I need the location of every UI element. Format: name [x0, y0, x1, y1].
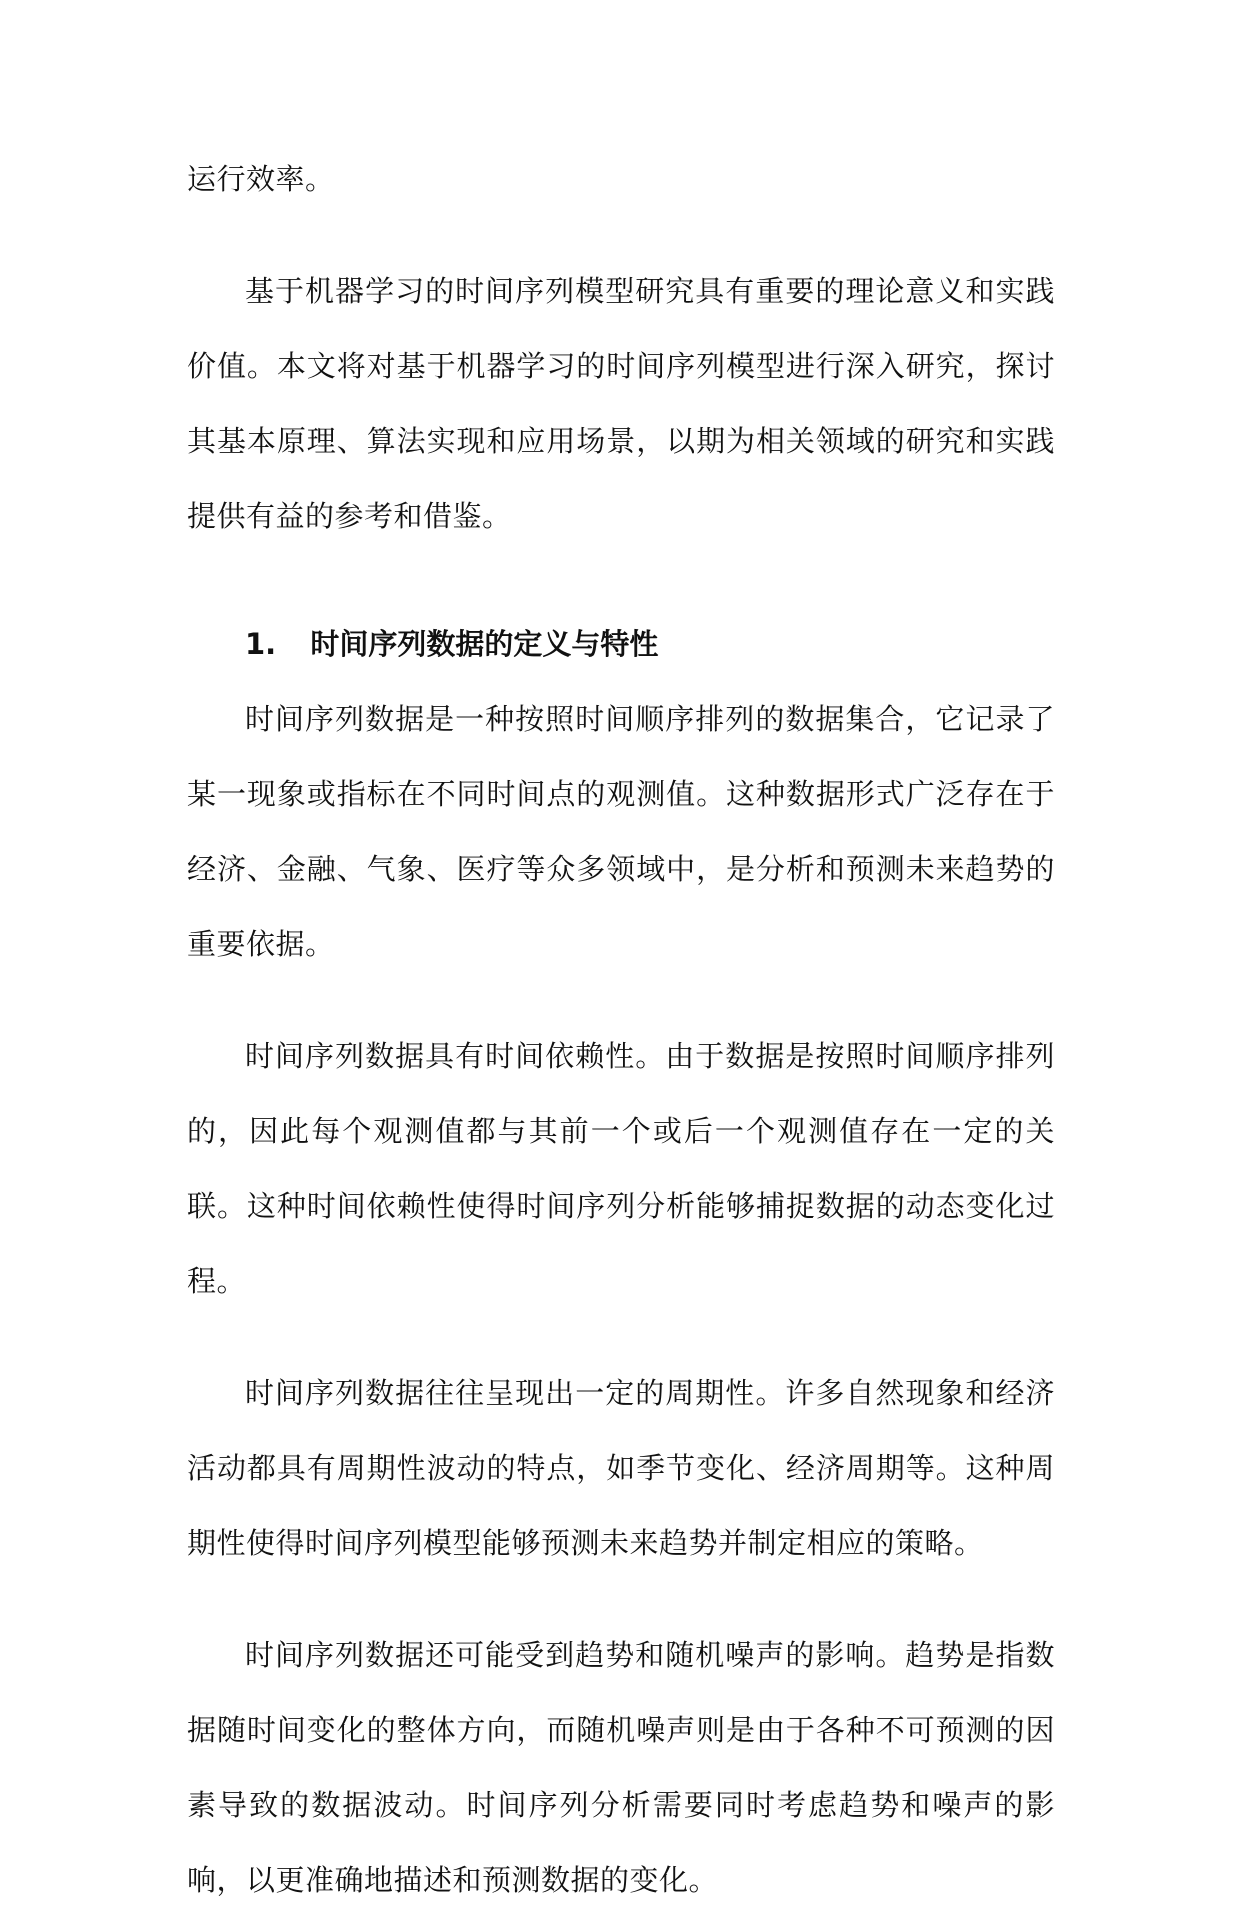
section-paragraph-4: 时间序列数据还可能受到趋势和随机噪声的影响。趋势是指数据随时间变化的整体方向，而随机噪声则是由于各种不可预测的因素导致的数据波动。时间序列分析需要同时考虑趋势和噪声的影响，以更准确地描述和预测数据的变化。 [187, 1638, 1055, 1897]
paragraph-gap [187, 982, 1055, 1019]
paragraph-gap [187, 1581, 1055, 1618]
paragraph-gap [187, 217, 1055, 254]
section-number: 1. [245, 627, 277, 661]
paragraph-gap [187, 554, 1055, 591]
section-paragraph-2: 时间序列数据具有时间依赖性。由于数据是按照时间顺序排列的，因此每个观测值都与其前一个或后一个观测值存在一定的关联。这种时间依赖性使得时间序列分析能够捕捉数据的动态变化过程。 [187, 1039, 1055, 1298]
document-body [187, 142, 1055, 1918]
section-gap [187, 591, 1055, 607]
section-paragraph-3: 时间序列数据往往呈现出一定的周期性。许多自然现象和经济活动都具有周期性波动的特点，如季节变化、经济周期等。这种周期性使得时间序列模型能够预测未来趋势并制定相应的策略。 [187, 1376, 1055, 1560]
section-paragraph-1: 时间序列数据是一种按照时间顺序排列的数据集合，它记录了某一现象或指标在不同时间点的观测值。这种数据形式广泛存在于经济、金融、气象、医疗等众多领域中，是分析和预测未来趋势的重要依据。 [187, 702, 1055, 961]
section-heading [187, 607, 1055, 682]
section-title: 时间序列数据的定义与特性 [310, 627, 659, 661]
intro-paragraph: 基于机器学习的时间序列模型研究具有重要的理论意义和实践价值。本文将对基于机器学习的时间序列模型进行深入研究，探讨其基本原理、算法实现和应用场景，以期为相关领域的研究和实践提供有益的参考和借鉴。 [187, 274, 1055, 533]
paragraph-gap [187, 1319, 1055, 1356]
intro-continuation-text: 运行效率。 [187, 162, 335, 196]
